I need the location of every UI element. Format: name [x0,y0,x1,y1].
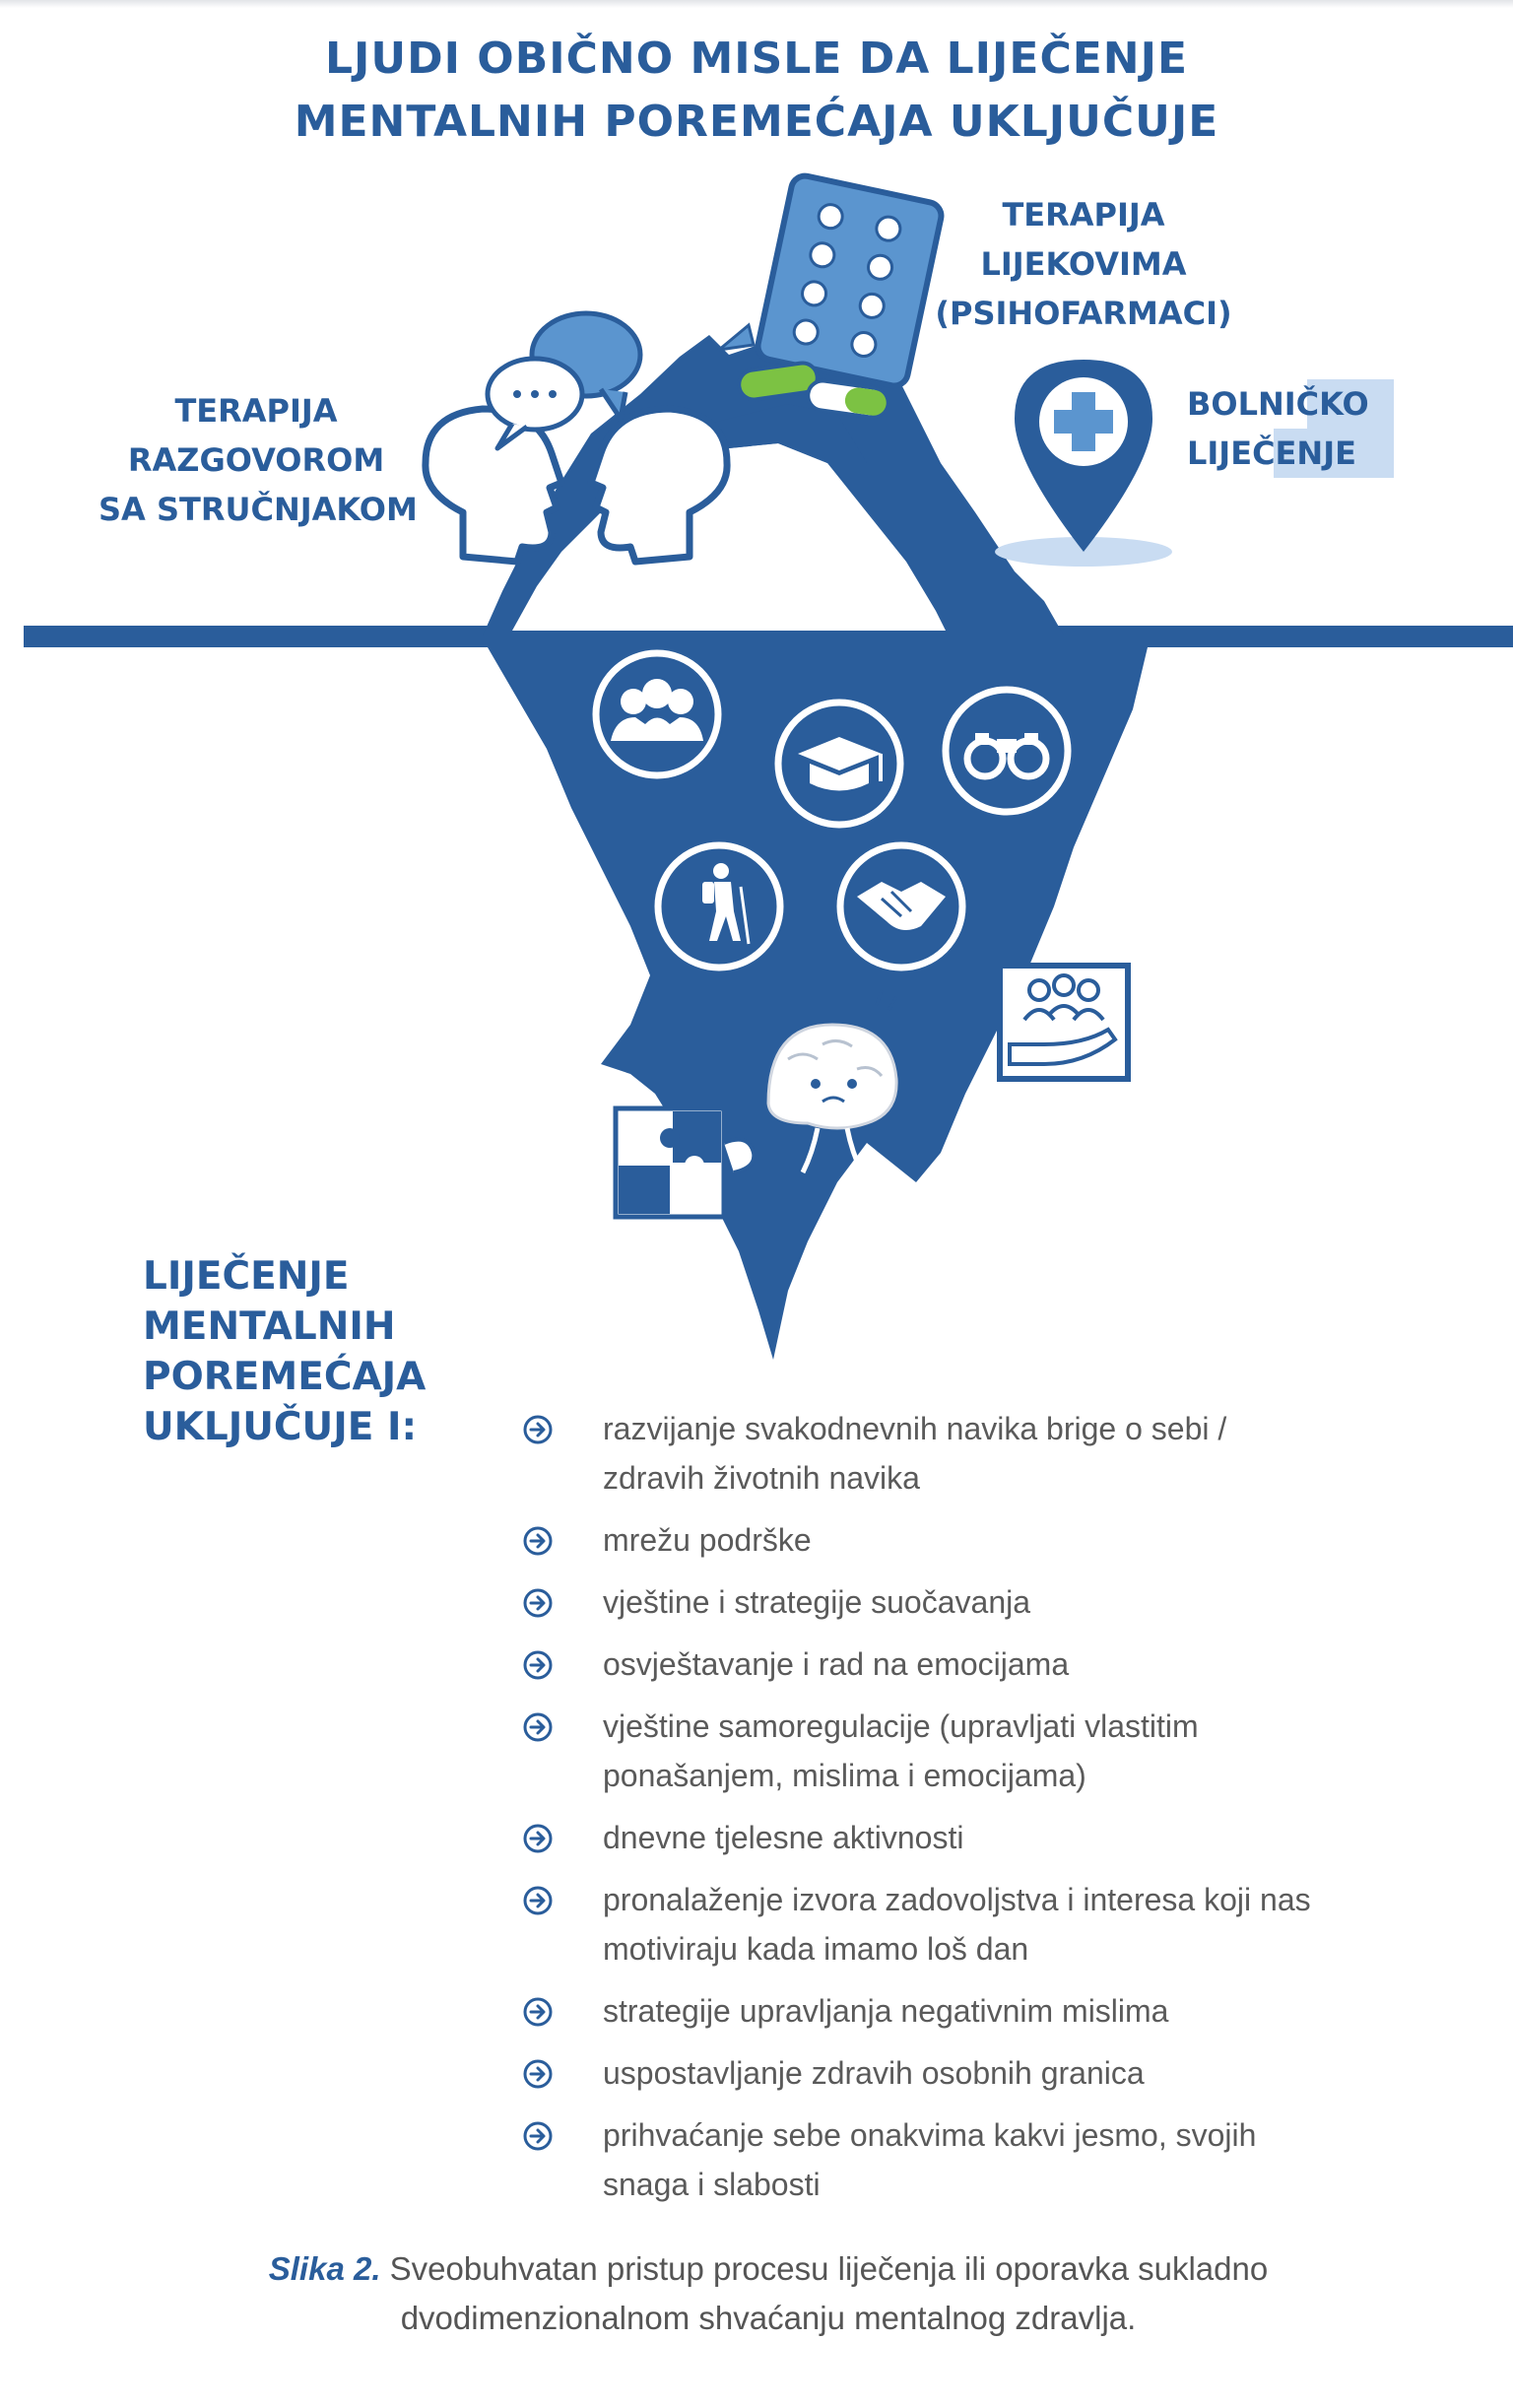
list-item-text: prihvaćanje sebe onakvima kakvi jesmo, svojih snaga i slabosti [603,2117,1257,2202]
list-item-text: strategije upravljanja negativnim mislima [603,1993,1169,2029]
list-item-text: razvijanje svakodnevnih navika brige o sebi / zdravih životnih navika [603,1411,1227,1496]
talk-line-3: SA STRUČNJAKOM [99,491,418,528]
list-item [522,1404,1330,1503]
hosp-line-1: BOLNIČKO [1187,379,1394,429]
title-line-1: LJUDI OBIČNO MISLE DA LIJEČENJE [324,33,1189,84]
binoculars-icon [946,690,1068,812]
list-item-text: osvještavanje i rad na emocijama [603,1646,1070,1682]
list-item-text: vještine i strategije suočavanja [603,1584,1031,1620]
figure-caption [177,2244,1359,2343]
arrow-circle-icon [522,1649,554,1681]
list-item-text: uspostavljanje zdravih osobnih granica [603,2055,1145,2091]
hiker-icon [658,845,780,968]
handshake-icon [840,845,962,968]
arrow-circle-icon [522,1525,554,1557]
heading-line-3: POREMEĆAJA [143,1355,427,1399]
list-item [522,1875,1330,1973]
caption-text: Sveobuhvatan pristup procesu liječenja ili oporavka sukladno dvodimenzionalnom shvaćanju mentalnog zdravlja. [389,2250,1269,2336]
arrow-circle-icon [522,1414,554,1445]
treatment-heading [143,1251,468,1452]
meds-line-1: TERAPIJA [1002,196,1165,234]
list-item [522,1515,1330,1565]
arrow-circle-icon [522,1885,554,1916]
list-item [522,1702,1330,1800]
arrow-circle-icon [522,2058,554,2090]
talk-line-2: RAZGOVOROM [127,441,385,479]
list-item-text: pronalaženje izvora zadovoljstva i interesa koji nas motiviraju kada imamo loš dan [603,1882,1311,1967]
hosp-line-2: LIJEČENJE [1187,429,1394,478]
list-item [522,1639,1330,1689]
people-group-icon [596,653,718,775]
talk-line-1: TERAPIJA [174,392,338,430]
meds-line-3: (PSIHOFARMACI) [935,295,1232,332]
list-item [522,1577,1330,1627]
heading-line-1: LIJEČENJE [143,1254,350,1299]
list-item-text: dnevne tjelesne aktivnosti [603,1820,964,1855]
label-hospital [1187,379,1394,478]
hand-holding-people-icon [1000,966,1128,1079]
treatment-list [522,1404,1330,2222]
list-item [522,1986,1330,2036]
map-pin-cross-icon [995,360,1172,567]
meds-line-2: LIJEKOVIMA [980,245,1187,283]
list-item-text: vještine samoregulacije (upravljati vlastitim ponašanjem, mislima i emocijama) [603,1708,1199,1793]
figure-number: Slika 2. [268,2250,381,2287]
arrow-circle-icon [522,1711,554,1743]
list-item [522,2110,1330,2209]
book-graduation-cap-icon [778,702,900,825]
pill-blister-icon [719,173,944,419]
arrow-circle-icon [522,2120,554,2152]
label-medication [916,190,1251,338]
list-item [522,2048,1330,2098]
arrow-circle-icon [522,1823,554,1854]
heading-line-2: MENTALNIH [143,1304,396,1349]
label-talk-therapy [99,386,418,534]
list-item-text: mrežu podrške [603,1522,812,1558]
arrow-circle-icon [522,1996,554,2028]
heading-line-4: UKLJUČUJE I: [143,1405,418,1449]
list-item [522,1813,1330,1862]
title-line-2: MENTALNIH POREMEĆAJA UKLJUČUJE [294,97,1219,147]
arrow-circle-icon [522,1587,554,1619]
